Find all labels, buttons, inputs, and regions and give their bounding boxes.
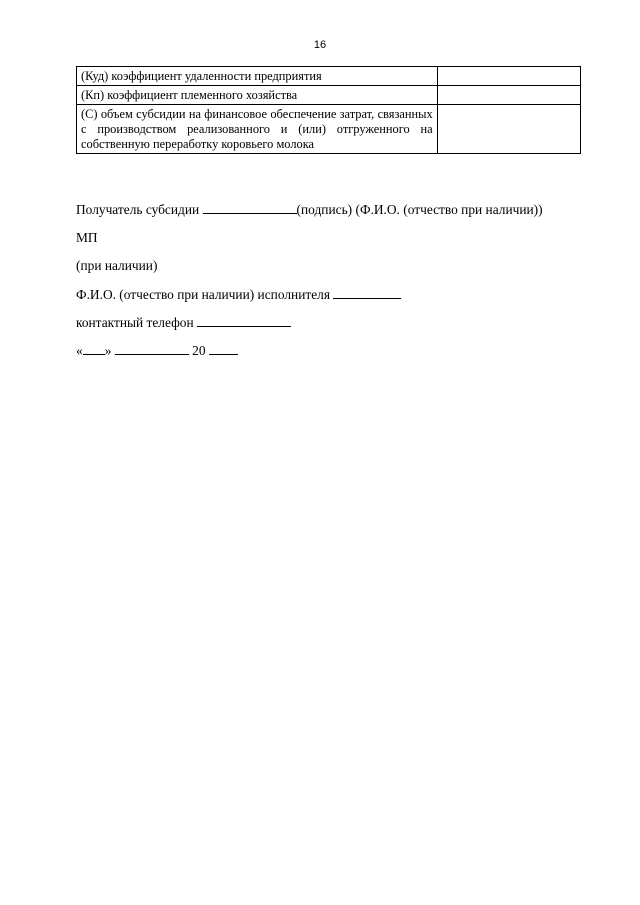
date-open-quote: « xyxy=(76,343,83,358)
page-number: 16 xyxy=(313,39,327,51)
phone-blank xyxy=(197,314,291,327)
table-cell-value xyxy=(437,105,580,154)
executor-label: Ф.И.О. (отчество при наличии) исполнителя xyxy=(76,287,330,302)
table-row xyxy=(77,67,581,86)
date-close-quote: » xyxy=(104,343,112,358)
date-line xyxy=(76,342,238,359)
table-cell-label: (Куд) коэффициент удаленности предприятия xyxy=(77,67,438,86)
stamp-note: (при наличии) xyxy=(76,258,158,273)
stamp-label: МП xyxy=(76,230,98,245)
signature-blank xyxy=(203,201,297,214)
table-cell-label: (Кп) коэффициент племенного хозяйства xyxy=(77,86,438,105)
recipient-label: Получатель субсидии xyxy=(76,202,200,217)
executor-line xyxy=(76,286,401,303)
table-row xyxy=(77,86,581,105)
table-cell-value xyxy=(437,86,580,105)
recipient-tail: (подпись) (Ф.И.О. (отчество при наличии)) xyxy=(296,202,543,217)
table-row xyxy=(77,105,581,154)
month-blank xyxy=(115,342,189,355)
table-cell-value xyxy=(437,67,580,86)
year-blank xyxy=(209,342,238,355)
executor-blank xyxy=(333,286,401,299)
coefficients-table xyxy=(76,66,581,154)
date-year-prefix: 20 xyxy=(192,343,206,358)
day-blank xyxy=(83,342,105,355)
table-cell-label: (С) объем субсидии на финансовое обеспечение затрат, связанных с производством реализованного и (или) отгруженного на собственную переработку коровьего молока xyxy=(77,105,438,154)
recipient-line xyxy=(76,201,543,218)
phone-label: контактный телефон xyxy=(76,315,194,330)
phone-line xyxy=(76,314,291,331)
